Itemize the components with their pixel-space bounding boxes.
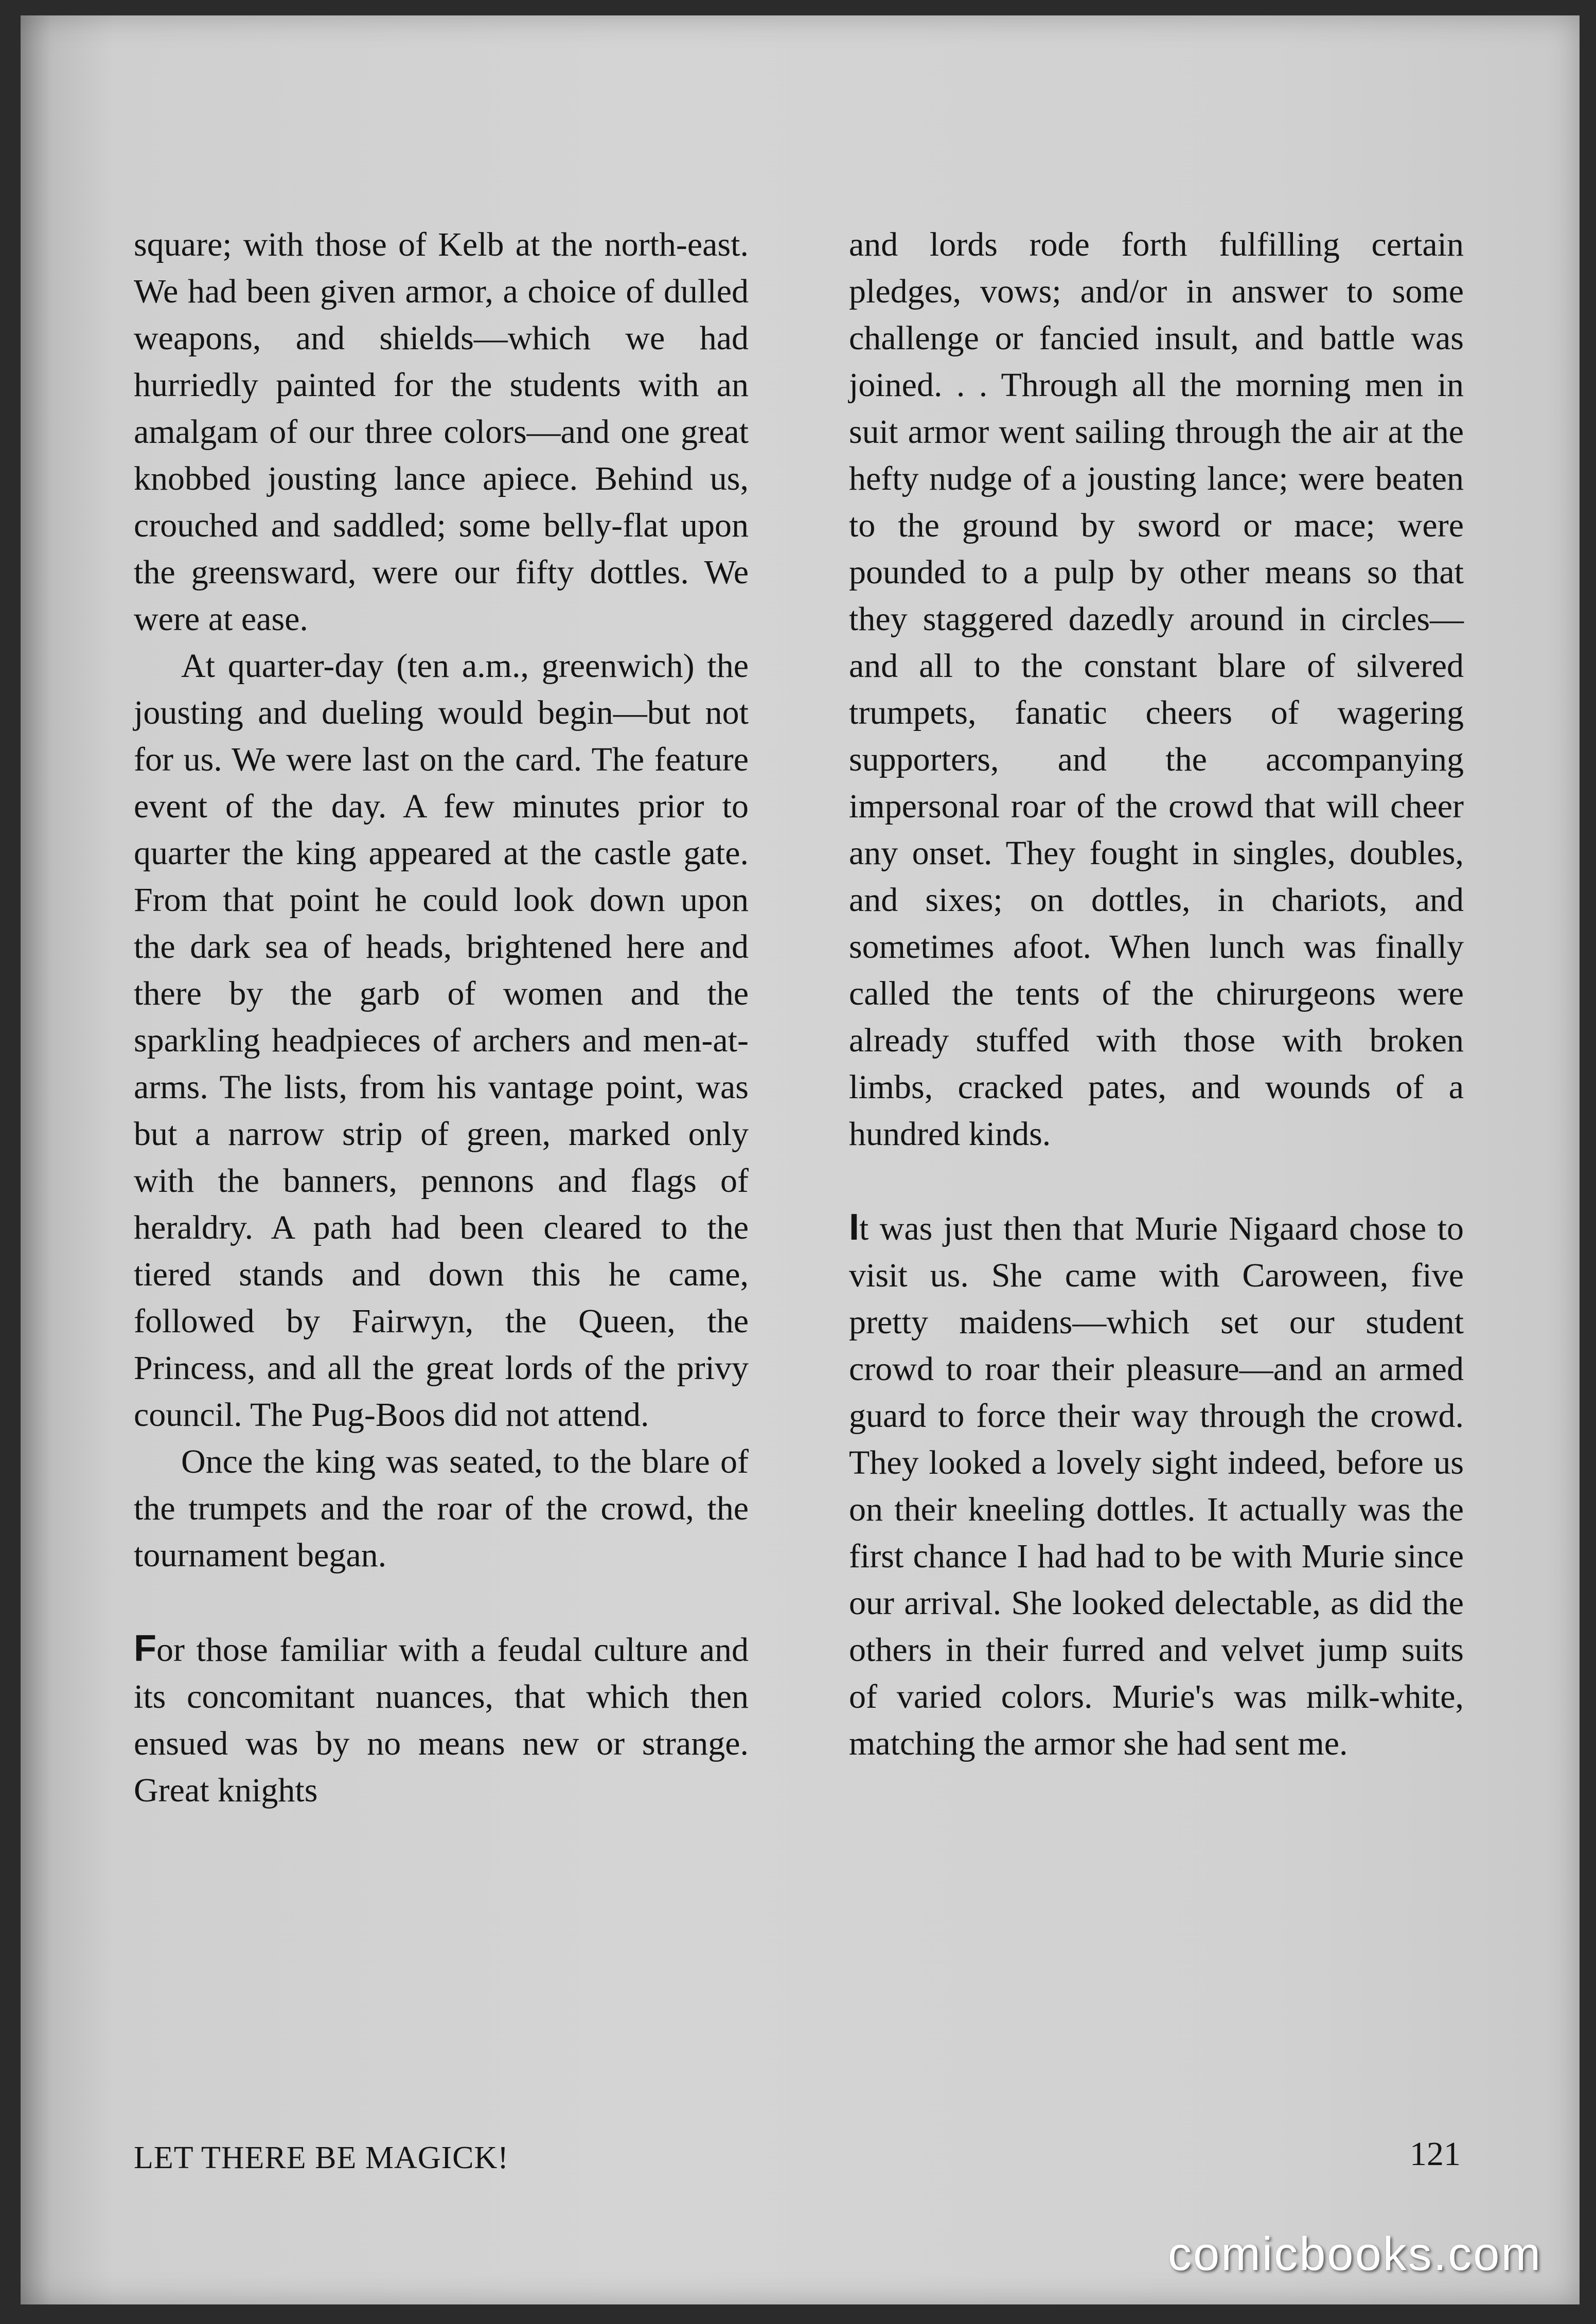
- section-text: or those familiar with a feudal culture and its concomitant nuances, that which then ensued was by no means new or strange. Great knights: [134, 1631, 749, 1809]
- page-number: 121: [1410, 2135, 1461, 2173]
- right-column: [849, 221, 1464, 1767]
- paragraph: At quarter-day (ten a.m., greenwich) the jousting and dueling would begin—but not for us. We were last on the card. The feature event of the day. A few minutes prior to quarter the king appeared at the castle gate. From that point he could look down upon the dark sea of heads, brightened here and there by the garb of women and the sparkling headpieces of archers and men-at-arms. The lists, from his vantage point, was but a narrow strip of green, marked only with the banners, pennons and flags of heraldry. A path had been cleared to the tiered stands and down this he came, followed by Fairwyn, the Queen, the Princess, and all the great lords of the privy council. The Pug-Boos did not attend.: [134, 647, 749, 1434]
- watermark-text: comicbooks.com: [1168, 2228, 1542, 2280]
- section-paragraph: [134, 1625, 749, 1814]
- paragraph: square; with those of Kelb at the north-east. We had been given armor, a choice of dulled weapons, and shields—which we had hurriedly painted for the students with an amalgam of our three colors—and one great knobbed jousting lance apiece. Behind us, crouched and saddled; some belly-flat upon the greensward, were our fifty dottles. We were at ease.: [134, 226, 749, 638]
- section-break: [849, 1157, 1464, 1204]
- section-text: t was just then that Murie Nigaard chose to visit us. She came with Caroween, five pretty maidens—which set our student crowd to roar their pleasure—and an armed guard to force their way through the crowd. They looked a lovely sight indeed, before us on their kneeling dottles. It actually was the first chance I had had to be with Murie since our arrival. She looked delectable, as did the others in their furred and velvet jump suits of varied colors. Murie's was milk-white, matching the armor she had sent me.: [849, 1210, 1464, 1762]
- left-column: [134, 221, 749, 1814]
- section-paragraph: [849, 1204, 1464, 1767]
- paragraph: and lords rode forth fulfilling certain pledges, vows; and/or in answer to some challenge or fancied insult, and battle was joined. . . Through all the morning men in suit armor went sailing through the air at the hefty nudge of a jousting lance; were beaten to the ground by sword or mace; were pounded to a pulp by other means so that they staggered dazedly around in circles—and all to the constant blare of silvered trumpets, fanatic cheers of wagering supporters, and the accompanying impersonal roar of the crowd that will cheer any onset. They fought in singles, doubles, and sixes; on dottles, in chariots, and sometimes afoot. When lunch was finally called the tents of the chirurgeons were already stuffed with those with broken limbs, cracked pates, and wounds of a hundred kinds.: [849, 226, 1464, 1153]
- drop-cap: F: [134, 1628, 156, 1669]
- paragraph: Once the king was seated, to the blare of the trumpets and the roar of the crowd, the tournament began.: [134, 1443, 749, 1574]
- running-footer-title: LET THERE BE MAGICK!: [134, 2140, 509, 2175]
- book-page: [21, 15, 1580, 2304]
- section-break: [134, 1579, 749, 1625]
- drop-cap: I: [849, 1207, 860, 1248]
